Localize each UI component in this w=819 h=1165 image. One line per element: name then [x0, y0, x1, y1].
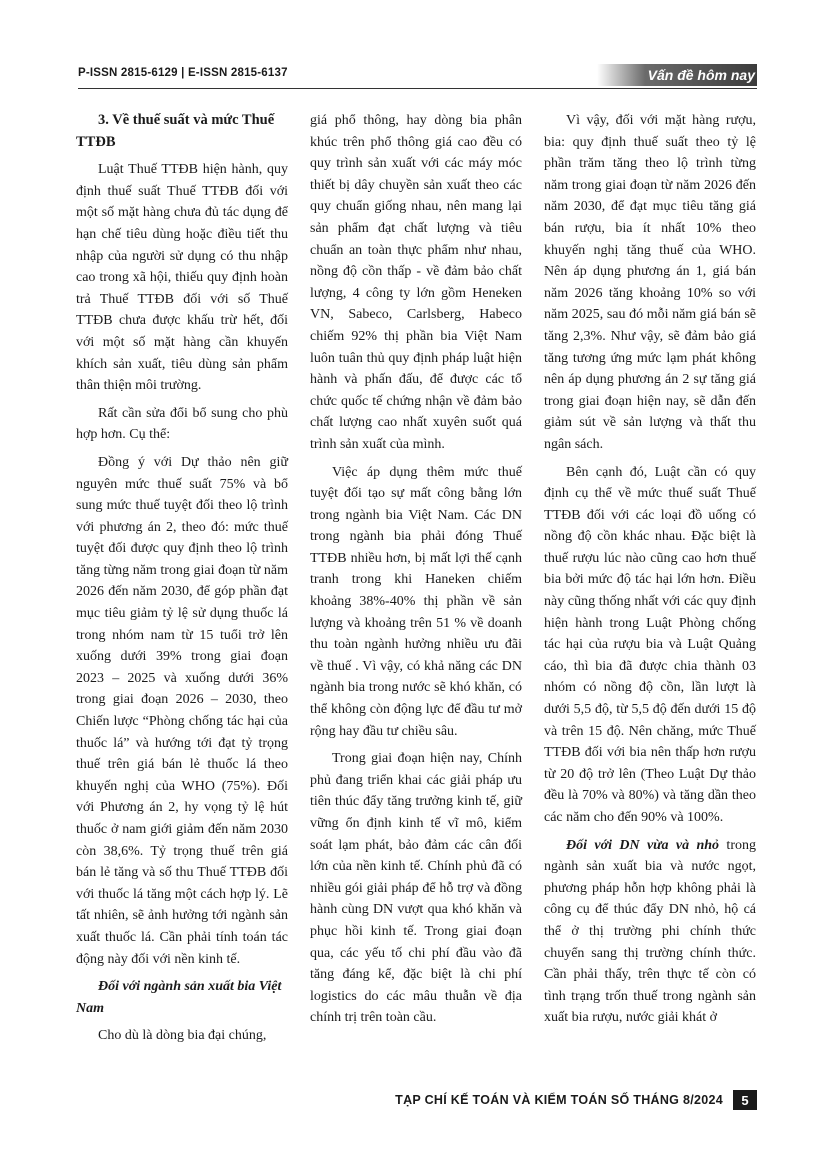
section-tag: Vấn đề hôm nay — [597, 64, 757, 86]
subheading: Đối với ngành sản xuất bia Việt Nam — [76, 979, 282, 1016]
paragraph: Đồng ý với Dự thảo nên giữ nguyên mức thuế suất 75% và bổ sung mức thuế tuyệt đối theo lộ trình với phương án 2, theo đó: mức thuế tuyệt đối được quy định theo lộ trình tăng từng năm trong giai đoạn từ năm 2026 đến năm 2030, để góp phần đạt mục tiêu giảm tỷ lệ sử dụng thuốc lá trong nhóm nam từ 15 tuổi trở lên xuống dưới 39% trong giai đoạn 2023 – 2025 và xuống dưới 36% trong giai đoạn 2026 – 2030, theo Chiến lược “Phòng chống tác hại của thuốc lá” và hướng tới đạt tỷ trọng thuế trên giá bán lẻ thuốc lá theo khuyến nghị của WHO (75%). Đối với Phương án 2, hy vọng tỷ lệ hút thuốc ở nam giới giảm đến năm 2030 còn 38,6%. Tỷ trọng thuế trên giá bán lẻ tăng và số thu Thuế TTĐB đối với thuốc lá tăng một cách hợp lý. Lẽ tất nhiên, sẽ ảnh hưởng tới ngành sản xuất thuốc lá. Cần phải tính toán tác động này đối với nền kinh tế. — [76, 454, 288, 967]
paragraph: Vì vậy, đối với mặt hàng rượu, bia: quy định thuế suất theo tỷ lệ phần trăm tăng theo lộ trình từng năm trong giai đoạn từ năm 2026 đến năm 2030, để đạt mục tiêu tăng giá bán rượu, bia ít nhất 10% theo khuyến nghị tăng thuế của WHO. Nên áp dụng phương án 1, giá bán năm 2026 tăng khoảng 10% so với năm 2025, sau đó mỗi năm giá bán sẽ tăng 2,3%. Như vậy, sẽ đảm bảo giá tăng tương ứng mức lạm phát không nên áp dụng phương án 2 sự tăng giá trong giai đoạn hiện nay, sẽ dẫn đến giảm sút về sản lượng và thất thu ngân sách. — [544, 113, 756, 452]
paragraph: Trong giai đoạn hiện nay, Chính phủ đang triển khai các giải pháp ưu tiên thúc đẩy tăng trưởng kinh tế, giữ vững ổn định kinh tế vĩ mô, kiểm soát lạm phát, bảo đảm các cân đối lớn của nền kinh tế. Chính phủ đã có nhiều gói giải pháp để hỗ trợ và đồng hành cùng DN vượt qua khó khăn và phục hồi kinh tế. Trong giai đoạn qua, các yếu tố chi phí đầu vào đã tăng đáng kể, đặc biệt là chi phí logistics do các mâu thuẫn về địa chính trị trên toàn cầu. — [310, 751, 522, 1026]
paragraph: Rất cần sửa đổi bổ sung cho phù hợp hơn. Cụ thể: — [76, 405, 288, 443]
page-number: 5 — [733, 1090, 757, 1110]
paragraph: Việc áp dụng thêm mức thuế tuyệt đối tạo sự mất công bằng lớn trong ngành bia Việt Nam. Các DN trong ngành bia phải đóng Thuế TTĐB nhiều hơn, bị mất lợi thế cạnh tranh trong khi Haneken chiếm khoảng 38%-40% thị phần về sản lượng và khoảng trên 51 % về doanh thu toàn ngành hưởng nhiều ưu đãi về thuế . Vì vậy, có khả năng các DN ngành bia trong nước sẽ khó khăn, có thể không còn động lực để đầu tư mở rộng hay đầu tư chiều sâu. — [310, 464, 522, 739]
journal-title: TẠP CHÍ KẾ TOÁN VÀ KIỂM TOÁN SỐ THÁNG 8/2024 — [395, 1093, 723, 1107]
header-rule — [78, 88, 757, 89]
paragraph — [544, 835, 756, 1029]
section-heading: 3. Về thuế suất và mức Thuế TTĐB — [76, 112, 275, 150]
paragraph: Cho dù là dòng bia đại chúng, — [98, 1028, 267, 1044]
paragraph: giá phổ thông, hay dòng bia phân khúc trên phổ thông giá cao đều có quy trình sản xuất với các máy móc thiết bị dây chuyền sản xuất theo các quy chuẩn giống nhau, nên mang lại sản phẩm đạt chất lượng và tiêu chuẩn an toàn thực phẩm như nhau, nồng độ cồn thấp - về đảm bảo chất lượng, 4 công ty lớn gồm Heneken VN, Sabeco, Carlsberg, Habeco chiếm 92% thị phần bia Việt Nam luôn tuân thủ quy định pháp luật hiện hành và phấn đấu, để được các tổ chức quốc tế chứng nhận về đảm bảo chất lượng cao nhất xuyên suốt quá trình sản xuất của mình. — [310, 113, 522, 452]
column-1 — [76, 110, 288, 1053]
paragraph: Bên cạnh đó, Luật cần có quy định cụ thể về mức thuế suất Thuế TTĐB đối với các loại đồ uống có nồng độ cồn khác nhau. Đặc biệt là thuế rượu lúc nào cũng cao hơn thuế bia bởi mức độ tác hại lớn hơn. Điều này cũng thống nhất với các quy định hiện hành trong Luật Phòng chống tác hại của rượu bia và Luật Quảng cáo, thì bia đã được chia thành 03 nhóm có nồng độ cồn, lần lượt là dưới 5,5 độ, từ 5,5 độ đến dưới 15 độ và trên 15 độ. Nên chăng, mức Thuế TTĐB đối với bia nên thấp hơn rượu từ 20 độ trở lên (Theo Luật Dự thảo đều là 70% và 80%) và tăng dần theo các năm cho đến 90% và 100%. — [544, 464, 756, 825]
paragraph: Luật Thuế TTĐB hiện hành, quy định thuế suất Thuế TTĐB đối với một số mặt hàng chưa đủ tác dụng để hạn chế tiêu dùng hoặc điều tiết thu nhập của người sử dụng có thu nhập cao trong xã hội, thiếu quy định hoàn trả Thuế TTĐB đối với số Thuế TTĐB chưa được khấu trừ hết, đối với một số mặt hàng cần khuyến khích sản xuất, tiêu dùng sản phẩm thân thiện môi trường. — [76, 162, 288, 394]
inline-subheading: Đối với DN vừa và nhỏ — [566, 837, 720, 853]
page-footer — [78, 1090, 757, 1112]
column-3 — [544, 110, 756, 1035]
page-header — [78, 66, 757, 86]
column-2 — [310, 110, 522, 1035]
paragraph-text: trong ngành sản xuất bia và nước ngọt, phương pháp hỗn hợp không phải là công cụ để thúc đẩy DN nhỏ, hộ cá thể ở thị trường phi chính thức chuyển sang thị trường chính thức. Cần phải thấy, trên thực tế còn có tình trạng trốn thuế trong ngành sản xuất bia rượu, nước giải khát ở — [544, 837, 756, 1026]
issn-label: P-ISSN 2815-6129 | E-ISSN 2815-6137 — [78, 67, 288, 79]
